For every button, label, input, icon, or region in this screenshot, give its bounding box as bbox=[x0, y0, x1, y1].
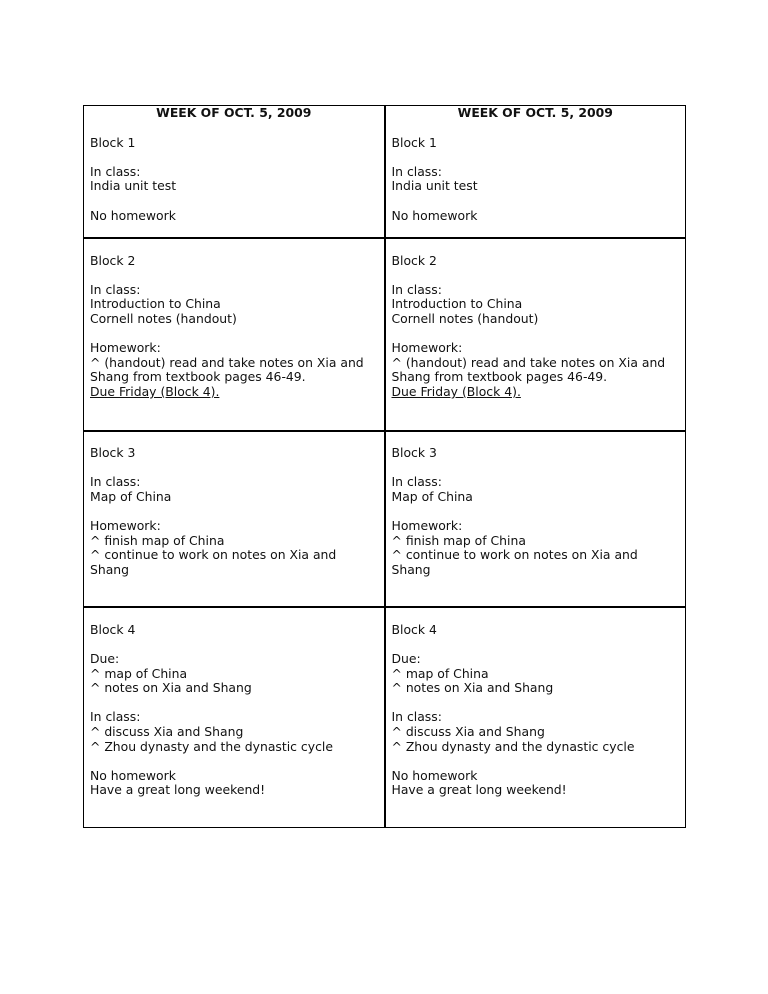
table-row-block-4 bbox=[84, 607, 686, 827]
closing-note: Have a great long weekend! bbox=[391, 782, 567, 798]
in-class-label: In class: bbox=[90, 709, 141, 725]
due-note: Due Friday (Block 4). bbox=[90, 383, 220, 399]
in-class-item: Cornell notes (handout) bbox=[391, 310, 539, 326]
in-class-item: Introduction to China bbox=[391, 296, 523, 312]
block-3-cell-right bbox=[385, 431, 686, 608]
block-title: Block 1 bbox=[391, 134, 437, 150]
due-label: Due: bbox=[391, 650, 421, 666]
due-item: ^ map of China bbox=[90, 665, 188, 681]
table-row-block-3 bbox=[84, 431, 686, 608]
in-class-label: In class: bbox=[391, 709, 442, 725]
due-item: ^ notes on Xia and Shang bbox=[90, 680, 252, 696]
in-class-item: ^ discuss Xia and Shang bbox=[391, 723, 545, 739]
in-class-item: Introduction to China bbox=[90, 296, 221, 312]
homework-item: ^ (handout) read and take notes on Xia and Shang from textbook pages 46-49. bbox=[391, 354, 666, 385]
block-4-cell-right bbox=[385, 607, 686, 827]
block-3-cell-left bbox=[84, 431, 385, 608]
homework-label: Homework: bbox=[90, 340, 161, 356]
homework-item: ^ finish map of China bbox=[391, 532, 526, 548]
block-title: Block 4 bbox=[391, 621, 437, 637]
in-class-label: In class: bbox=[391, 281, 442, 297]
table-row-block-2 bbox=[84, 238, 686, 431]
homework-item: ^ continue to work on notes on Xia and Shang bbox=[90, 547, 337, 577]
in-class-item: ^ Zhou dynasty and the dynastic cycle bbox=[90, 738, 333, 754]
homework-label: Homework: bbox=[391, 340, 463, 356]
table-row-block-1 bbox=[84, 106, 686, 239]
weekly-schedule-table bbox=[83, 105, 686, 828]
in-class-item: ^ discuss Xia and Shang bbox=[90, 723, 244, 739]
week-title: WEEK OF OCT. 5, 2009 bbox=[156, 105, 312, 120]
in-class-label: In class: bbox=[90, 474, 141, 490]
homework-note: No homework bbox=[90, 207, 176, 223]
block-title: Block 1 bbox=[90, 134, 136, 150]
block-title: Block 2 bbox=[391, 252, 437, 268]
homework-item: ^ continue to work on notes on Xia and Shang bbox=[391, 547, 638, 577]
homework-label: Homework: bbox=[391, 518, 463, 534]
due-item: ^ map of China bbox=[391, 665, 489, 681]
in-class-item: Cornell notes (handout) bbox=[90, 310, 237, 326]
due-note: Due Friday (Block 4). bbox=[391, 383, 521, 399]
block-2-cell-right bbox=[385, 238, 686, 431]
homework-note: No homework bbox=[391, 767, 478, 783]
block-title: Block 2 bbox=[90, 252, 136, 268]
in-class-label: In class: bbox=[90, 281, 141, 297]
in-class-label: In class: bbox=[391, 163, 442, 179]
block-4-cell-left bbox=[84, 607, 385, 827]
week-title: WEEK OF OCT. 5, 2009 bbox=[457, 105, 613, 120]
in-class-item: ^ Zhou dynasty and the dynastic cycle bbox=[391, 738, 635, 754]
in-class-item: India unit test bbox=[90, 178, 177, 194]
homework-note: No homework bbox=[90, 767, 176, 783]
homework-item: ^ finish map of China bbox=[90, 532, 225, 548]
block-title: Block 3 bbox=[391, 445, 437, 461]
homework-label: Homework: bbox=[90, 518, 161, 534]
in-class-item: Map of China bbox=[391, 488, 473, 504]
homework-item: ^ (handout) read and take notes on Xia and Shang from textbook pages 46-49. bbox=[90, 354, 364, 385]
due-item: ^ notes on Xia and Shang bbox=[391, 680, 554, 696]
closing-note: Have a great long weekend! bbox=[90, 782, 266, 798]
block-title: Block 4 bbox=[90, 621, 136, 637]
block-1-cell-left bbox=[84, 106, 385, 239]
block-title: Block 3 bbox=[90, 445, 136, 461]
block-2-cell-left bbox=[84, 238, 385, 431]
block-1-cell-right bbox=[385, 106, 686, 239]
in-class-item: India unit test bbox=[391, 178, 478, 194]
homework-note: No homework bbox=[391, 207, 478, 223]
in-class-label: In class: bbox=[90, 163, 141, 179]
due-label: Due: bbox=[90, 650, 120, 666]
in-class-label: In class: bbox=[391, 474, 442, 490]
in-class-item: Map of China bbox=[90, 488, 172, 504]
